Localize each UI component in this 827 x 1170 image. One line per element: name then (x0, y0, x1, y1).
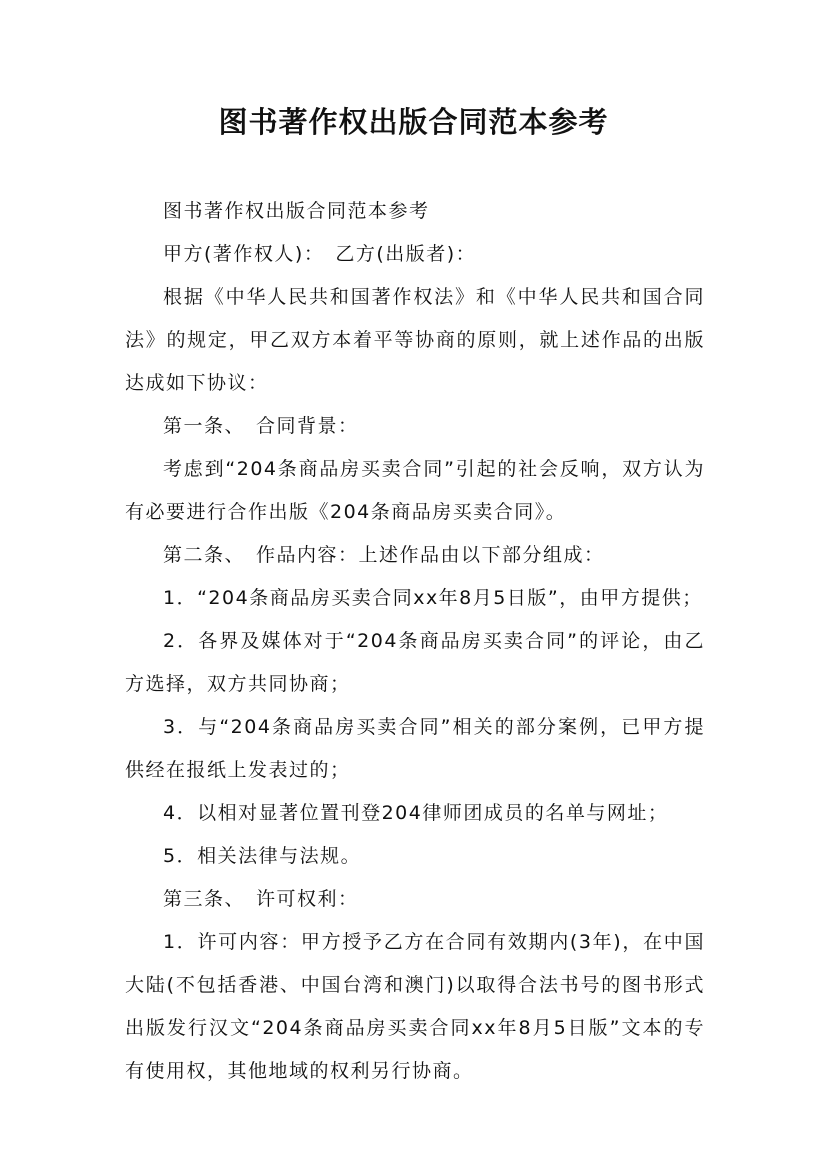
article-1-text: 考虑到“204条商品房买卖合同”引起的社会反响，双方认为有必要进行合作出版《204条商品房买卖合同》。 (125, 458, 705, 523)
article-3-item-1: 1．许可内容：甲方授予乙方在合同有效期内(3年)，在中国大陆(不包括香港、中国台湾和澳门)以取得合法书号的图书形式出版发行汉文“204条商品房买卖合同xx年8月5日版”文本的专有使用权，其他地域的权利另行协商。 (125, 931, 705, 1082)
article-2-item-3: 3．与“204条商品房买卖合同”相关的部分案例，已甲方提供经在报纸上发表过的； (125, 716, 705, 781)
paragraph-parties: 甲方(著作权人)： 乙方(出版者)： (163, 243, 477, 265)
article-2-item-4: 4．以相对显著位置刊登204律师团成员的名单与网址； (163, 802, 669, 824)
paragraph-subtitle: 图书著作权出版合同范本参考 (163, 200, 430, 222)
paragraph-preamble: 根据《中华人民共和国著作权法》和《中华人民共和国合同法》的规定，甲乙双方本着平等协商的原则，就上述作品的出版达成如下协议： (125, 286, 705, 394)
document-title: 图书著作权出版合同范本参考 (218, 105, 609, 139)
article-3-heading: 第三条、 许可权利： (163, 888, 359, 910)
article-2-heading: 第二条、 作品内容：上述作品由以下部分组成： (163, 544, 605, 566)
document-body (125, 190, 705, 1093)
article-2-item-1: 1．“204条商品房买卖合同xx年8月5日版”，由甲方提供； (163, 587, 703, 609)
article-2-item-2: 2．各界及媒体对于“204条商品房买卖合同”的评论，由乙方选择，双方共同协商； (125, 630, 705, 695)
article-2-item-5: 5．相关法律与法规。 (163, 845, 362, 867)
article-1-heading: 第一条、 合同背景： (163, 415, 359, 437)
